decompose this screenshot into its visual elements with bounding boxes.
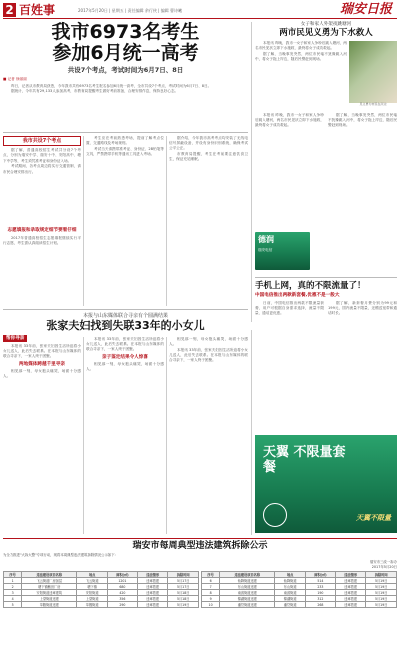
column-header: 面积(㎡) <box>107 572 137 578</box>
table-cell: 233 <box>305 584 335 590</box>
column-header: 地点 <box>77 572 108 578</box>
table-cell: 5月19日 <box>168 602 199 608</box>
table-cell: 290 <box>107 602 137 608</box>
table-cell: 3 <box>4 590 22 596</box>
notice-intro: 为全力推进"大拆大整"专项行动，现将本周典型违法建筑拆除情况公示如下： <box>3 553 119 557</box>
table-cell: 安阳街道违章建筑 <box>22 590 77 596</box>
column-header: 面积(㎡) <box>305 572 335 578</box>
photo-caption: 见义勇为市民在河边 <box>359 101 387 106</box>
lead-paragraph: 昨日，记者从市教育局获悉，今年我市共有6973名考生报名参加6月统一高考，全市共设7个考点，考试时间为6月7日、8日。 <box>11 83 212 88</box>
section-divider <box>3 309 248 310</box>
table-cell: 潘岱街道 <box>275 602 306 608</box>
table-cell: 南滨街道违建 <box>220 590 275 596</box>
table-cell: 违章搭建 <box>137 584 168 590</box>
lead-title-line2: 参加6月统一高考 <box>52 42 199 64</box>
search-col-1 <box>3 344 81 534</box>
table-cell: 仙降街道 <box>275 578 306 584</box>
section-divider <box>3 132 248 133</box>
telecom-paragraph: 据了解，新套餐月费分别为99元和199元，国内流量不限量，还赠送宽带和通话时长。 <box>328 300 397 316</box>
col-a <box>3 136 81 306</box>
table-cell: 安阳街道 <box>77 590 108 596</box>
notice-org: 瑞安市三改一拆办 <box>369 560 397 564</box>
column-header: 违法情形 <box>335 572 366 578</box>
ad-title: 天翼 不限量套餐 <box>263 445 346 475</box>
rescue-story <box>255 22 397 228</box>
table-cell: 莘塍街道 <box>77 602 108 608</box>
table-cell: 塘下镇 <box>77 584 108 590</box>
table-cell: 锦湖街道 <box>275 596 306 602</box>
rescue-body <box>255 41 347 113</box>
rescuer-photo <box>349 41 397 103</box>
table-cell: 东山街道违建 <box>220 584 275 590</box>
search-paragraph: 本报讯 33年前，张家夫妇因生活所迫将小女儿送人，此后失去联系。在本报与山东媒体的联合寻亲下，一家人终于团聚。 <box>3 344 81 359</box>
table-cell: 7 <box>202 584 220 590</box>
column-divider <box>251 330 252 535</box>
search-paragraph: 本报讯 33年前，张家夫妇因生活所迫将小女儿送人，此后失去联系。在本报与山东媒体的联合寻亲下，一家人终于团聚。 <box>169 347 248 363</box>
table-cell: 5月19日 <box>366 584 397 590</box>
lead-subtitle: 共设7个考点，考试时间为6月7日、8日 <box>67 66 184 74</box>
column-divider <box>251 22 252 322</box>
mini-ad-brand: 德润 <box>258 235 274 244</box>
col-a-body <box>3 148 81 226</box>
table-cell: 潘岱街道违建 <box>220 602 275 608</box>
table-cell: 塘下镇鲍田厂房 <box>22 584 77 590</box>
table-cell: 5月18日 <box>168 596 199 602</box>
table-cell: 9 <box>202 596 220 602</box>
col-c-paragraph: 市教育局提醒，考生在考前要注意饮食卫生，保证充足睡眠。 <box>169 152 248 162</box>
notice-rule <box>3 538 397 539</box>
rescue-paragraph: 据了解，当晚事发突然，两位市民毫不犹豫跳入河中，将女子拖上岸边，随后民警赶到现场。 <box>328 112 397 128</box>
unlimited-plan-ad[interactable] <box>255 435 397 533</box>
table-cell: 5月17日 <box>168 584 199 590</box>
table-cell: 5月19日 <box>366 578 397 584</box>
table-cell: 1 <box>4 578 22 584</box>
table-cell: 190 <box>305 590 335 596</box>
lead-body <box>3 84 248 114</box>
col-b-paragraph: 考试当天请携带准考证、身份证、2B铅笔等文具，严禁携带手机等通讯工具进入考场。 <box>86 146 164 157</box>
table-cell: 违章搭建 <box>137 578 168 584</box>
table-cell: 违章搭建 <box>335 590 366 596</box>
table-cell: 违章搭建 <box>335 578 366 584</box>
table-cell: 违章搭建 <box>137 602 168 608</box>
lead-story <box>3 22 248 114</box>
issue-meta: 2017年5月20日 | 星期五 | 责任编辑 余行侠 | 编辑 曹诗曦 <box>78 8 183 13</box>
table-cell: 上望街道违建 <box>22 596 77 602</box>
table-cell: 356 <box>107 596 137 602</box>
search-paragraph: 本报讯 33年前，张家夫妇因生活所迫将小女儿送人，此后失去联系。在本报与山东媒体的联合寻亲下，一家人终于团聚。 <box>86 337 164 352</box>
column-header: 违法建设项目名称 <box>220 572 275 578</box>
table-cell: 680 <box>107 584 137 590</box>
table-cell: 2 <box>4 584 22 590</box>
telecom-logo-icon <box>263 503 287 527</box>
col-a-body2 <box>3 236 81 262</box>
column-header: 拆除时间 <box>366 572 397 578</box>
table-cell: 飞云街道厂房加层 <box>22 578 77 584</box>
lead-paragraph: 据统计，今年共有29,133人参加高考，市教育局提醒考生做好考前准备，合理安排作息，保持良好心态。 <box>11 89 179 94</box>
column-divider <box>83 136 84 306</box>
table-row <box>4 602 199 608</box>
table-cell: 420 <box>107 590 137 596</box>
col-a-paragraph: 考试期间，各考点周边将实行交通管制，请市民合理安排出行。 <box>3 164 81 174</box>
table-cell: 5月17日 <box>168 578 199 584</box>
table-cell: 飞云街道 <box>77 578 108 584</box>
search-story <box>3 313 248 333</box>
byline-icon: ■ <box>3 77 7 82</box>
table-cell: 莘塍街道违建 <box>22 602 77 608</box>
section-divider <box>255 277 397 278</box>
table-cell: 违章搭建 <box>335 596 366 602</box>
mini-ad-line: 瑞安电信 <box>258 248 273 252</box>
table-cell: 514 <box>305 578 335 584</box>
col-a-heading2: 志愿填报和录取规定细节要看仔细 <box>7 228 77 234</box>
rescue-paragraph: 本报讯 昨晚，我市一女子和家人争吵后跳入塘河，两名市民见状立即下水施救，最终将女子成功救起。 <box>255 112 324 128</box>
telecom-title: 手机上网，真的不限流量了！ <box>255 281 366 291</box>
column-header: 违法建设项目名称 <box>22 572 77 578</box>
column-divider <box>166 337 167 534</box>
col-b-paragraph: 考生应在考前熟悉考场，提前了解考点位置、交通路线及考场规则。 <box>86 136 164 146</box>
rescue-title: 两市民见义勇为下水救人 <box>279 27 373 38</box>
table-cell: 8 <box>202 590 220 596</box>
table-cell: 5月19日 <box>366 590 397 596</box>
table-cell: 违章搭建 <box>335 602 366 608</box>
lead-byline <box>3 77 248 81</box>
page-number: 2 <box>3 3 16 17</box>
col-a-heading: 我市共设7个考点 <box>3 136 81 146</box>
search-title: 张家夫妇找到失联33年的小女儿 <box>46 319 205 333</box>
column-header: 地点 <box>275 572 306 578</box>
table-cell: 10 <box>202 602 220 608</box>
table-cell: 上望街道 <box>77 596 108 602</box>
notice-table-left <box>3 571 199 608</box>
notice-date: 2017年5月20日 <box>371 565 397 569</box>
column-divider <box>83 337 84 534</box>
column-header: 序号 <box>4 572 22 578</box>
table-cell: 6 <box>202 578 220 584</box>
telecom-paragraph: 日前，中国电信推出两款不限流量套餐，用户可根据自身需求选择，流量不限量、通话更优惠。 <box>255 300 324 316</box>
rescue-paragraph: 据了解，当晚事发突然，两位市民毫不犹豫跳入河中，将女子拖上岸边，随后民警赶到现场。 <box>255 51 347 61</box>
search-col-3 <box>169 337 248 534</box>
table-cell: 5月19日 <box>366 602 397 608</box>
table-cell: 312 <box>305 596 335 602</box>
section-title: 百姓事 <box>19 3 56 17</box>
table-cell: 5 <box>4 602 22 608</box>
table-cell: 南滨街道 <box>275 590 306 596</box>
col-a-paragraph2: 2017年普通高校招生志愿填报继续实行平行志愿，考生需认真阅读招生计划。 <box>3 235 81 246</box>
col-c <box>169 136 248 306</box>
table-cell: 东山街道 <box>275 584 306 590</box>
lead-byline-text: 记者 徐丽丽 <box>7 77 27 82</box>
table-cell: 违章搭建 <box>137 590 168 596</box>
table-cell: 违章搭建 <box>335 584 366 590</box>
table-cell: 268 <box>305 602 335 608</box>
ad-tagline: 天翼不限量 <box>356 514 391 523</box>
search-heading3: 亲子鉴定结果令人惊喜 <box>102 354 148 360</box>
column-header: 违法情形 <box>137 572 168 578</box>
search-tag <box>3 335 27 342</box>
notice-table-right <box>201 571 397 608</box>
col-b <box>86 136 164 306</box>
column-header: 序号 <box>202 572 220 578</box>
rescue-paragraph: 本报讯 昨晚，我市一女子和家人争吵后跳入塘河，两名市民见状立即下水施救，最终将女子成功救起。 <box>255 40 347 50</box>
table-cell: 锦湖街道违建 <box>220 596 275 602</box>
telecom-story <box>255 281 397 446</box>
col-c-paragraph: 据介绍，今年我市高考考点均安装了无线电信号屏蔽设备，并设有身份识别系统，确保考试公平公正。 <box>169 136 248 151</box>
col-a-paragraph: 据了解，普通高校招生考试共分设7个考点，分别为瑞安中学、瑞安十中、安阳高中、塘下中学等，考生须凭准考证和身份证入场。 <box>3 148 81 163</box>
telecom-mini-ad[interactable] <box>255 232 310 270</box>
search-paragraph: 相见那一刻，母女抱头痛哭，场面十分感人。 <box>3 368 81 379</box>
telecom-body <box>255 301 397 446</box>
rescue-kicker: 女子和家人外架夜跳塘河 <box>300 22 352 27</box>
lead-title-line1: 我市6973名考生 <box>51 21 200 43</box>
column-header: 拆除时间 <box>168 572 199 578</box>
search-paragraph: 相见那一刻，母女抱头痛哭，场面十分感人。 <box>169 337 248 347</box>
header-rule <box>3 18 397 19</box>
table-row <box>202 602 397 608</box>
table-cell: 4 <box>4 596 22 602</box>
search-tag-label: 帮你寻亲 <box>3 335 27 342</box>
table-cell: 违章搭建 <box>137 596 168 602</box>
search-paragraph: 相见那一刻，母女抱头痛哭，场面十分感人。 <box>86 361 164 372</box>
table-cell: 5月19日 <box>366 596 397 602</box>
search-kicker: 本报与山东媒体联合寻亲有个圆满结果 <box>82 313 168 319</box>
newspaper-logo: 瑞安日报 <box>340 2 393 17</box>
search-col-2 <box>86 337 164 534</box>
column-divider <box>166 136 167 306</box>
notice-title: 瑞安市每周典型违法建筑拆除公示 <box>132 541 268 551</box>
telecom-subtitle: 中国电信推出两款新套餐,优惠不是一般大 <box>255 293 340 298</box>
rescue-body-cont <box>255 113 397 228</box>
table-cell: 5月18日 <box>168 590 199 596</box>
table-cell: 1201 <box>107 578 137 584</box>
table-cell: 仙降街道违建 <box>220 578 275 584</box>
search-heading2: 两地媒体跨越千里寻亲 <box>19 361 65 367</box>
